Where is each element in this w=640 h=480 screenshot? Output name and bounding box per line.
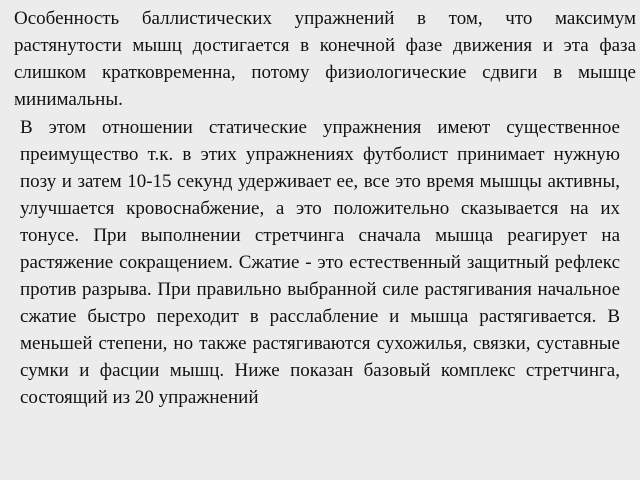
- paragraph-ballistic-exercises: Особенность баллистических упражнений в том, что максимум растянутости мышц достигается в конечной фазе движения и эта фаза слишком кратковременна, потому физиологические сдвиги в мышце минимальны.: [14, 8, 636, 110]
- paragraph-static-exercises: В этом отношении статические упражнения имеют существенное преимущество т.к. в этих упражнениях футболист принимает нужную позу и затем 10-15 секунд удерживает ее, все это время мышцы активны, улучшается кровоснабжение, а это положительно сказывается на их тонусе. При выполнении стретчинга сначала мышца реагирует на растяжение сокращением. Сжатие - это естественный защитный рефлекс против разрыва. При правильно выбранной силе растягивания начальное сжатие быстро переходит в расслабление и мышца растягивается. В меньшей степени, но также растягиваются сухожилья, связки, суставные сумки и фасции мышц. Ниже показан базовый комплекс стретчинга, состоящий из 20 упражнений: [20, 117, 620, 408]
